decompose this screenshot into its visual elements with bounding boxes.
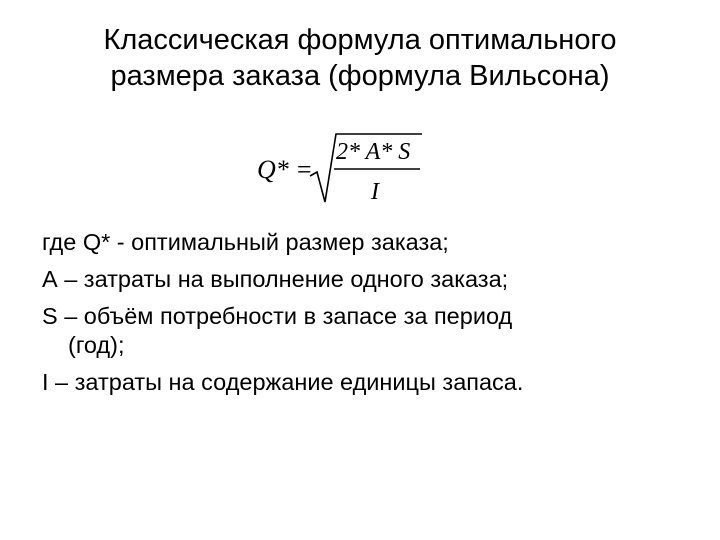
definition-s-continuation: (год); — [68, 332, 125, 358]
wilson-formula — [240, 128, 440, 208]
formula-denominator: I — [371, 179, 379, 205]
definition-a: А – затраты на выполнение одного заказа; — [42, 266, 509, 292]
formula-numerator: 2* A* S — [336, 139, 411, 165]
formula-graphic — [240, 128, 440, 208]
definition-s: S – объём потребности в запасе за период — [42, 303, 513, 329]
slide-title — [0, 22, 720, 94]
definition-i: I – затраты на содержание единицы запаса. — [42, 369, 524, 395]
title-line-1: Классическая формула оптимального — [103, 24, 617, 56]
definitions-list — [42, 228, 702, 405]
title-line-2: размера заказа (формула Вильсона) — [110, 60, 610, 92]
formula-lhs: Q* = — [257, 155, 313, 184]
definition-q: где Q* - оптимальный размер заказа; — [42, 229, 449, 255]
